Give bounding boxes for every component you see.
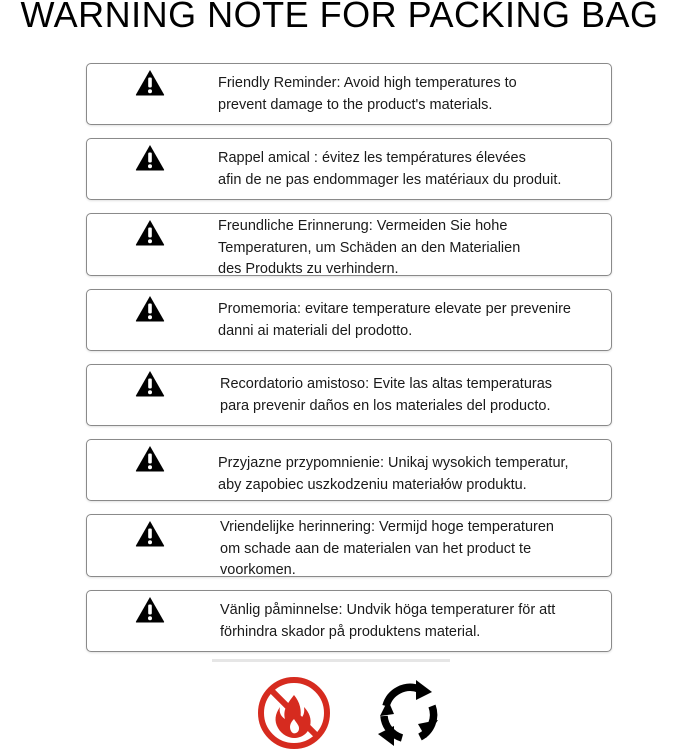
warning-note-panel-nl [86,514,612,577]
warning-note-text: Rappel amical : évitez les températures élevées afin de ne pas endommager les matériaux du produit. [218,150,562,188]
warning-note-text: Friendly Reminder: Avoid high temperatures to prevent damage to the product's materials. [218,75,517,113]
bottom-divider [212,659,450,662]
warning-note-panel-es [86,364,612,426]
warning-note-text: Freundliche Erinnerung: Vermeiden Sie hohe Temperaturen, um Schäden an den Materialien des Produkts zu verhindern. [218,218,521,277]
no-fire-icon [256,675,332,751]
warning-note-panel-pl [86,439,612,501]
warning-note-text: Vänlig påminnelse: Undvik höga temperaturer för att förhindra skador på produktens material. [220,602,556,640]
warning-triangle-icon [135,219,165,246]
warning-note-panel-sv [86,590,612,652]
warning-note-panel-en [86,63,612,125]
warning-note-text: Vriendelijke herinnering: Vermijd hoge temperaturen om schade aan de materialen van het product te voorkomen. [220,519,554,578]
warning-note-panel-de [86,213,612,276]
warning-note-text: Promemoria: evitare temperature elevate per prevenire danni ai materiali del prodotto. [218,301,571,339]
warning-triangle-icon [135,520,165,547]
warning-triangle-icon [135,295,165,322]
warning-note-panel-fr [86,138,612,200]
recycle-arrows-icon [372,676,446,750]
warning-triangle-icon [135,445,165,472]
warning-triangle-icon [135,370,165,397]
warning-note-panel-it [86,289,612,351]
warning-note-text: Recordatorio amistoso: Evite las altas temperaturas para prevenir daños en los materiales del producto. [220,376,553,414]
warning-triangle-icon [135,144,165,171]
warning-note-text: Przyjazne przypomnienie: Unikaj wysokich temperatur, aby zapobiec uszkodzeniu materiałów produktu. [218,455,569,493]
page-title: WARNING NOTE FOR PACKING BAG [20,0,659,35]
warning-triangle-icon [135,596,165,623]
warning-triangle-icon [135,69,165,96]
